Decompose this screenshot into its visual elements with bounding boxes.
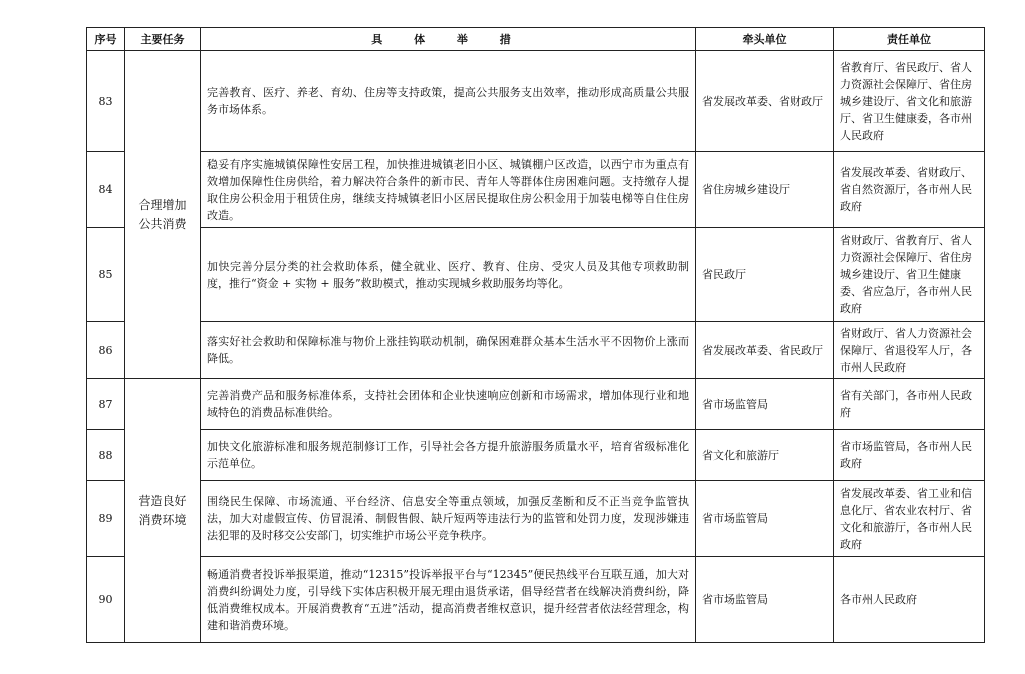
- measure-cell: 落实好社会救助和保障标准与物价上涨挂钩联动机制，确保困难群众基本生活水平不因物价上涨而降低。: [201, 322, 696, 379]
- responsible-cell: 省发展改革委、省工业和信息化厅、省农业农村厅、省文化和旅游厅，各市州人民政府: [834, 481, 985, 557]
- table-row: [87, 481, 985, 557]
- measure-cell: 完善消费产品和服务标准体系，支持社会团体和企业快速响应创新和市场需求，增加体现行业和地域特色的消费品标准供给。: [201, 379, 696, 430]
- table-row: [87, 430, 985, 481]
- lead-cell: 省文化和旅游厅: [696, 430, 834, 481]
- lead-cell: 省发展改革委、省民政厅: [696, 322, 834, 379]
- lead-cell: 省市场监管局: [696, 481, 834, 557]
- header-lead: 牵头单位: [696, 28, 834, 51]
- responsible-cell: 省有关部门，各市州人民政府: [834, 379, 985, 430]
- row-index: 87: [87, 379, 125, 430]
- lead-cell: 省市场监管局: [696, 379, 834, 430]
- responsible-cell: 省市场监管局，各市州人民政府: [834, 430, 985, 481]
- task-cell: 营造良好消费环境: [125, 379, 201, 643]
- header-index: 序号: [87, 28, 125, 51]
- table-row: [87, 228, 985, 322]
- task-cell: 合理增加公共消费: [125, 51, 201, 379]
- lead-cell: 省发展改革委、省财政厅: [696, 51, 834, 152]
- table-row: [87, 152, 985, 228]
- responsible-cell: 各市州人民政府: [834, 557, 985, 643]
- lead-cell: 省民政厅: [696, 228, 834, 322]
- measure-cell: 加快文化旅游标准和服务规范制修订工作，引导社会各方提升旅游服务质量水平，培育省级标准化示范单位。: [201, 430, 696, 481]
- table-row: [87, 322, 985, 379]
- row-index: 90: [87, 557, 125, 643]
- measures-table: [86, 27, 985, 643]
- row-index: 88: [87, 430, 125, 481]
- measure-cell: 围绕民生保障、市场流通、平台经济、信息安全等重点领域，加强反垄断和反不正当竞争监管执法，加大对虚假宣传、仿冒混淆、制假售假、缺斤短两等违法行为的监管和处罚力度，发现涉嫌违法犯罪的及时移交公安部门，切实维护市场公平竞争秩序。: [201, 481, 696, 557]
- measure-cell: 加快完善分层分类的社会救助体系，健全就业、医疗、教育、住房、受灾人员及其他专项救助制度，推行“资金 + 实物 + 服务”救助模式，推动实现城乡救助服务均等化。: [201, 228, 696, 322]
- responsible-cell: 省发展改革委、省财政厅、省自然资源厅，各市州人民政府: [834, 152, 985, 228]
- row-index: 83: [87, 51, 125, 152]
- table-row: [87, 379, 985, 430]
- header-task: 主要任务: [125, 28, 201, 51]
- table-row: [87, 557, 985, 643]
- lead-cell: 省市场监管局: [696, 557, 834, 643]
- measure-cell: 稳妥有序实施城镇保障性安居工程，加快推进城镇老旧小区、城镇棚户区改造，以西宁市为重点有效增加保障性住房供给，着力解决符合条件的新市民、青年人等群体住房困难问题。支持缴存人提取住房公积金用于租赁住房，继续支持城镇老旧小区居民提取住房公积金用于加装电梯等自住住房改造。: [201, 152, 696, 228]
- lead-cell: 省住房城乡建设厅: [696, 152, 834, 228]
- measure-cell: 畅通消费者投诉举报渠道，推动“12315”投诉举报平台与“12345”便民热线平台互联互通，加大对消费纠纷调处力度，引导线下实体店积极开展无理由退货承诺，倡导经营者在线解决消费纠纷，降低消费维权成本。开展消费教育“五进”活动，提高消费者维权意识，提升经营者依法经营理念，构建和谐消费环境。: [201, 557, 696, 643]
- header-measures: 具 体 举 措: [201, 28, 696, 51]
- measure-cell: 完善教育、医疗、养老、育幼、住房等支持政策，提高公共服务支出效率，推动形成高质量公共服务市场体系。: [201, 51, 696, 152]
- header-row: [87, 28, 985, 51]
- header-responsible: 责任单位: [834, 28, 985, 51]
- responsible-cell: 省财政厅、省教育厅、省人力资源社会保障厅、省住房城乡建设厅、省卫生健康委、省应急厅，各市州人民政府: [834, 228, 985, 322]
- row-index: 85: [87, 228, 125, 322]
- responsible-cell: 省财政厅、省人力资源社会保障厅、省退役军人厅，各市州人民政府: [834, 322, 985, 379]
- row-index: 84: [87, 152, 125, 228]
- responsible-cell: 省教育厅、省民政厅、省人力资源社会保障厅、省住房城乡建设厅、省文化和旅游厅、省卫生健康委，各市州人民政府: [834, 51, 985, 152]
- table-row: [87, 51, 985, 152]
- row-index: 86: [87, 322, 125, 379]
- row-index: 89: [87, 481, 125, 557]
